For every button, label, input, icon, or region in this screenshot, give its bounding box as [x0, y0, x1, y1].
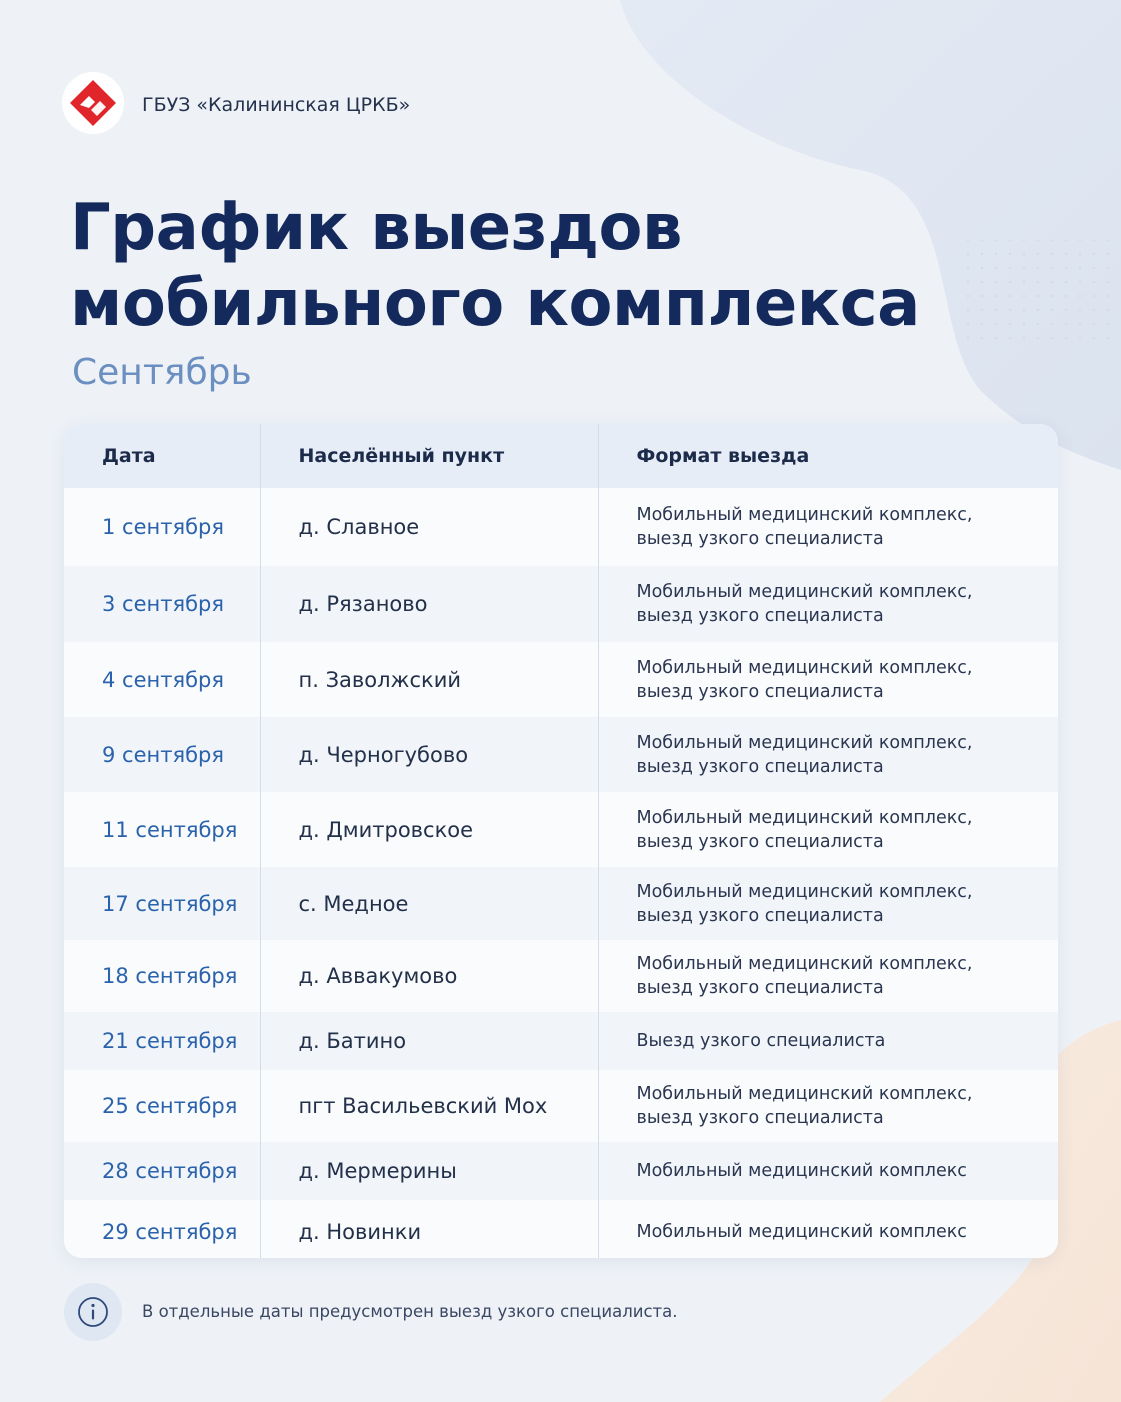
place-cell: д. Батино	[260, 1012, 598, 1070]
place-cell: с. Медное	[260, 867, 598, 940]
schedule-table	[64, 424, 1058, 1258]
place-cell: д. Новинки	[260, 1200, 598, 1258]
format-cell	[598, 717, 1058, 792]
table-row	[64, 717, 1058, 792]
format-line-1: Мобильный медицинский комплекс,	[636, 807, 973, 828]
format-line-2: выезд узкого специалиста	[636, 756, 884, 777]
date-cell: 9 сентября	[102, 742, 225, 767]
column-header-format: Формат выезда	[598, 424, 1058, 488]
table-row	[64, 1012, 1058, 1070]
format-cell	[598, 566, 1058, 642]
date-cell: 29 сентября	[102, 1220, 238, 1244]
date-cell: 4 сентября	[102, 667, 225, 692]
organization-logo	[62, 72, 124, 134]
place-cell: д. Мермерины	[260, 1142, 598, 1200]
organization-name: ГБУЗ «Калининская ЦРКБ»	[142, 94, 411, 116]
place-cell: д. Рязаново	[260, 566, 598, 642]
format-line-2: выезд узкого специалиста	[636, 529, 884, 549]
place-cell: д. Черногубово	[260, 717, 598, 792]
format-cell	[598, 488, 1058, 566]
format-line-2: выезд узкого специалиста	[636, 1108, 884, 1128]
page-title	[70, 190, 920, 342]
table-row	[64, 792, 1058, 867]
format-line-1: Выезд узкого специалиста	[636, 1031, 886, 1051]
date-cell: 18 сентября	[102, 964, 238, 988]
place-cell: пгт Васильевский Мох	[260, 1070, 598, 1142]
format-cell	[598, 642, 1058, 717]
date-cell: 17 сентября	[102, 891, 238, 916]
format-cell	[598, 1070, 1058, 1142]
table-row	[64, 1070, 1058, 1142]
format-line-2: выезд узкого специалиста	[636, 905, 884, 926]
table-row	[64, 940, 1058, 1012]
format-cell	[598, 940, 1058, 1012]
format-line-2: выезд узкого специалиста	[636, 681, 884, 702]
format-line-2: выезд узкого специалиста	[636, 606, 884, 626]
table-row	[64, 867, 1058, 940]
format-line-2: выезд узкого специалиста	[636, 831, 884, 852]
date-cell: 1 сентября	[102, 515, 225, 539]
format-line-2: выезд узкого специалиста	[636, 978, 884, 998]
table-row	[64, 1200, 1058, 1258]
date-cell: 21 сентября	[102, 1029, 238, 1053]
format-line-1: Мобильный медицинский комплекс,	[636, 657, 973, 678]
format-line-1: Мобильный медицинский комплекс,	[636, 732, 973, 753]
format-line-1: Мобильный медицинский комплекс	[636, 1161, 967, 1181]
format-line-1: Мобильный медицинский комплекс,	[636, 505, 973, 525]
place-cell: п. Заволжский	[260, 642, 598, 717]
format-cell	[598, 867, 1058, 940]
table-row	[64, 566, 1058, 642]
format-line-1: Мобильный медицинский комплекс,	[636, 881, 973, 902]
place-cell: д. Славное	[260, 488, 598, 566]
footer-note: В отдельные даты предусмотрен выезд узкого специалиста.	[142, 1302, 678, 1321]
format-line-1: Мобильный медицинский комплекс,	[636, 1084, 973, 1104]
table-row	[64, 642, 1058, 717]
column-header-date: Дата	[102, 445, 156, 467]
date-cell: 3 сентября	[102, 592, 225, 616]
format-line-1: Мобильный медицинский комплекс	[636, 1222, 967, 1242]
format-line-1: Мобильный медицинский комплекс,	[636, 954, 973, 974]
format-cell	[598, 1012, 1058, 1070]
column-header-place: Населённый пункт	[260, 424, 598, 488]
table-row	[64, 488, 1058, 566]
table-header-row	[64, 424, 1058, 488]
format-cell	[598, 1142, 1058, 1200]
title-line-1: График выездов	[70, 191, 682, 265]
title-line-2: мобильного комплекса	[70, 267, 920, 341]
date-cell: 11 сентября	[102, 817, 238, 842]
format-line-1: Мобильный медицинский комплекс,	[636, 582, 973, 602]
info-icon	[64, 1283, 122, 1341]
place-cell: д. Аввакумово	[260, 940, 598, 1012]
month-subtitle: Сентябрь	[72, 352, 252, 393]
date-cell: 25 сентября	[102, 1094, 238, 1118]
format-cell	[598, 792, 1058, 867]
format-cell	[598, 1200, 1058, 1258]
place-cell: д. Дмитровское	[260, 792, 598, 867]
table-row	[64, 1142, 1058, 1200]
date-cell: 28 сентября	[102, 1159, 238, 1183]
